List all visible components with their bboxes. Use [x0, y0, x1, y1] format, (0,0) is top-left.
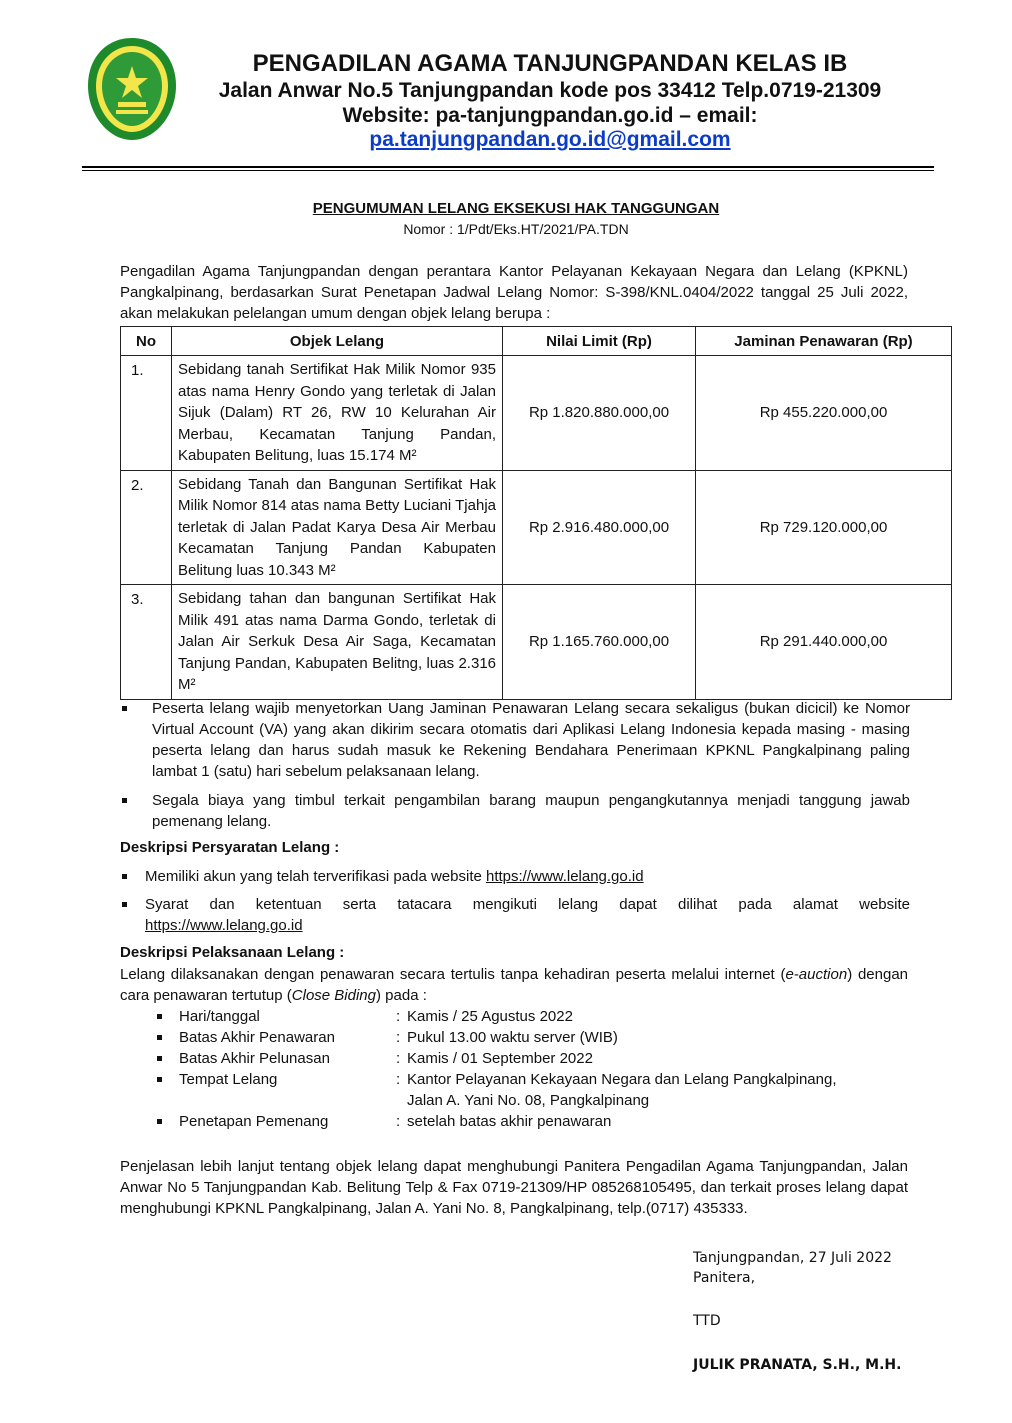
schedule-value: Kamis / 01 September 2022 — [407, 1050, 593, 1067]
letterhead-divider — [82, 166, 934, 168]
row-object: Sebidang Tanah dan Bangunan Sertifikat Hak Milik Nomor 814 atas nama Betty Luciani Tjahja terletak di Jalan Padat Karya Desa Air Merbau Kecamatan Tanjung Pandan Kabupaten Belitung luas 10.343 M² — [172, 470, 503, 585]
closing-paragraph: Penjelasan lebih lanjut tentang objek lelang dapat menghubungi Panitera Pengadilan Agama Tanjungpandan, Jalan Anwar No 5 Tanjungpandan Kab. Belitung Telp & Fax 0719-21309/HP 085268105495, dan terkait proses lelang dapat menghubungi KPKNL Pangkalpinang, Jalan A. Yani No. 8, Pangkalpinang, telp.(0717) 435333. — [120, 1158, 908, 1217]
bullet-icon — [122, 706, 127, 711]
row-limit: Rp 1.165.760.000,00 — [503, 585, 696, 700]
col-header-object: Objek Lelang — [172, 327, 503, 356]
schedule-value: Kamis / 25 Agustus 2022 — [407, 1008, 573, 1025]
row-limit: Rp 2.916.480.000,00 — [503, 470, 696, 585]
requirement-text: Memiliki akun yang telah terverifikasi pada website — [145, 868, 482, 885]
lelang-website-link[interactable]: https://www.lelang.go.id — [486, 868, 644, 885]
table-row — [121, 356, 952, 471]
col-header-deposit: Jaminan Penawaran (Rp) — [696, 327, 952, 356]
execution-intro — [120, 964, 908, 1006]
institution-name: PENGADILAN AGAMA TANJUNGPANDAN KELAS IB — [252, 50, 848, 77]
letterhead-divider-thin — [82, 170, 934, 171]
row-deposit: Rp 729.120.000,00 — [696, 470, 952, 585]
schedule-value: setelah batas akhir penawaran — [407, 1113, 612, 1130]
announcement-number: Nomor : 1/Pdt/Eks.HT/2021/PA.TDN — [403, 221, 629, 237]
institution-website: Website: pa-tanjungpandan.go.id – email: — [342, 104, 758, 127]
row-deposit: Rp 455.220.000,00 — [696, 356, 952, 471]
schedule-separator: : — [396, 1029, 401, 1046]
schedule-separator: : — [396, 1071, 401, 1088]
lelang-website-link[interactable]: https://www.lelang.go.id — [145, 917, 303, 934]
schedule-separator: : — [396, 1113, 401, 1130]
bullet-icon — [122, 902, 127, 907]
institution-address: Jalan Anwar No.5 Tanjungpandan kode pos 33412 Telp.0719-21309 — [218, 79, 882, 102]
execution-intro-emphasis: Close Biding — [291, 987, 376, 1004]
execution-intro-emphasis: e-auction — [785, 966, 848, 983]
row-object: Sebidang tanah Sertifikat Hak Milik Nomor 935 atas nama Henry Gondo yang terletak di Jalan Sijuk (Dalam) RT 26, RW 10 Kelurahan Air Merbau, Kecamatan Tanjung Pandan, Kabupaten Belitung, luas 15.174 M² — [172, 356, 503, 471]
execution-intro-text: ) pada : — [376, 987, 427, 1004]
row-number: 1. — [121, 356, 172, 471]
note-text: Peserta lelang wajib menyetorkan Uang Jaminan Penawaran Lelang secara sekaligus (bukan dicicil) ke Nomor Virtual Account (VA) yang akan dikirim secara otomatis dari Aplikasi Lelang Indonesia kepada masing - masing peserta lelang dan harus sudah masuk ke Rekening Bendahara Penerimaan KPKNL Pangkalpinang paling lambat 1 (satu) hari sebelum pelaksanaan lelang. — [152, 700, 910, 780]
schedule-value: Kantor Pelayanan Kekayaan Negara dan Lelang Pangkalpinang, — [407, 1071, 837, 1088]
execution-intro-text: Lelang dilaksanakan dengan penawaran secara tertulis tanpa kehadiran peserta melalui internet ( — [120, 966, 786, 983]
signature-place-date: Tanjungpandan, 27 Juli 2022 — [693, 1250, 892, 1266]
bullet-icon — [157, 1035, 162, 1040]
signature-name: JULIK PRANATA, S.H., M.H. — [693, 1357, 902, 1373]
execution-intro-text: ) dengan cara penawaran tertutup ( — [120, 966, 908, 1004]
table-row — [121, 470, 952, 585]
schedule-label: Tempat Lelang — [179, 1071, 278, 1088]
row-object: Sebidang tahan dan bangunan Sertifikat Hak Milik 491 atas nama Darma Gondo, terletak di Jalan Air Serkuk Desa Air Saga, Kecamatan Tanjung Pandan, Kabupaten Belitng, luas 2.316 M² — [172, 585, 503, 700]
schedule-label: Penetapan Pemenang — [179, 1113, 329, 1130]
requirements-heading: Deskripsi Persyaratan Lelang : — [120, 839, 340, 856]
bullet-icon — [157, 1056, 162, 1061]
bullet-icon — [157, 1119, 162, 1124]
institution-email-link[interactable]: pa.tanjungpandan.go.id@gmail.com — [369, 128, 731, 151]
row-deposit: Rp 291.440.000,00 — [696, 585, 952, 700]
schedule-value: Jalan A. Yani No. 08, Pangkalpinang — [407, 1092, 650, 1109]
bullet-icon — [157, 1077, 162, 1082]
col-header-no: No — [121, 327, 172, 356]
schedule-label: Hari/tanggal — [179, 1008, 260, 1025]
announcement-title: PENGUMUMAN LELANG EKSEKUSI HAK TANGGUNGAN — [312, 200, 720, 217]
schedule-value: Pukul 13.00 waktu server (WIB) — [407, 1029, 618, 1046]
bullet-icon — [122, 874, 127, 879]
schedule-label: Batas Akhir Pelunasan — [179, 1050, 330, 1067]
intro-paragraph: Pengadilan Agama Tanjungpandan dengan perantara Kantor Pelayanan Kekayaan Negara dan Lelang (KPKNL) Pangkalpinang, berdasarkan Surat Penetapan Jadwal Lelang Nomor: S-398/KNL.0404/2022 tanggal 25 Juli 2022, akan melakukan pelelangan umum dengan objek lelang berupa : — [120, 263, 908, 322]
auction-objects-table — [120, 326, 952, 700]
note-text: Segala biaya yang timbul terkait pengambilan barang maupun pengangkutannya menjadi tanggung jawab pemenang lelang. — [152, 792, 910, 830]
requirement-text: Syarat dan ketentuan serta tatacara mengikuti lelang dapat dilihat pada alamat website — [145, 896, 910, 913]
execution-heading: Deskripsi Pelaksanaan Lelang : — [120, 944, 345, 961]
schedule-label: Batas Akhir Penawaran — [179, 1029, 335, 1046]
row-limit: Rp 1.820.880.000,00 — [503, 356, 696, 471]
schedule-separator: : — [396, 1050, 401, 1067]
bullet-icon — [122, 798, 127, 803]
signature-ttd: TTD — [693, 1313, 721, 1329]
col-header-limit: Nilai Limit (Rp) — [503, 327, 696, 356]
court-emblem-icon — [86, 36, 178, 142]
table-row — [121, 585, 952, 700]
row-number: 2. — [121, 470, 172, 585]
signature-role: Panitera, — [693, 1270, 756, 1286]
bullet-icon — [157, 1014, 162, 1019]
schedule-separator: : — [396, 1008, 401, 1025]
row-number: 3. — [121, 585, 172, 700]
